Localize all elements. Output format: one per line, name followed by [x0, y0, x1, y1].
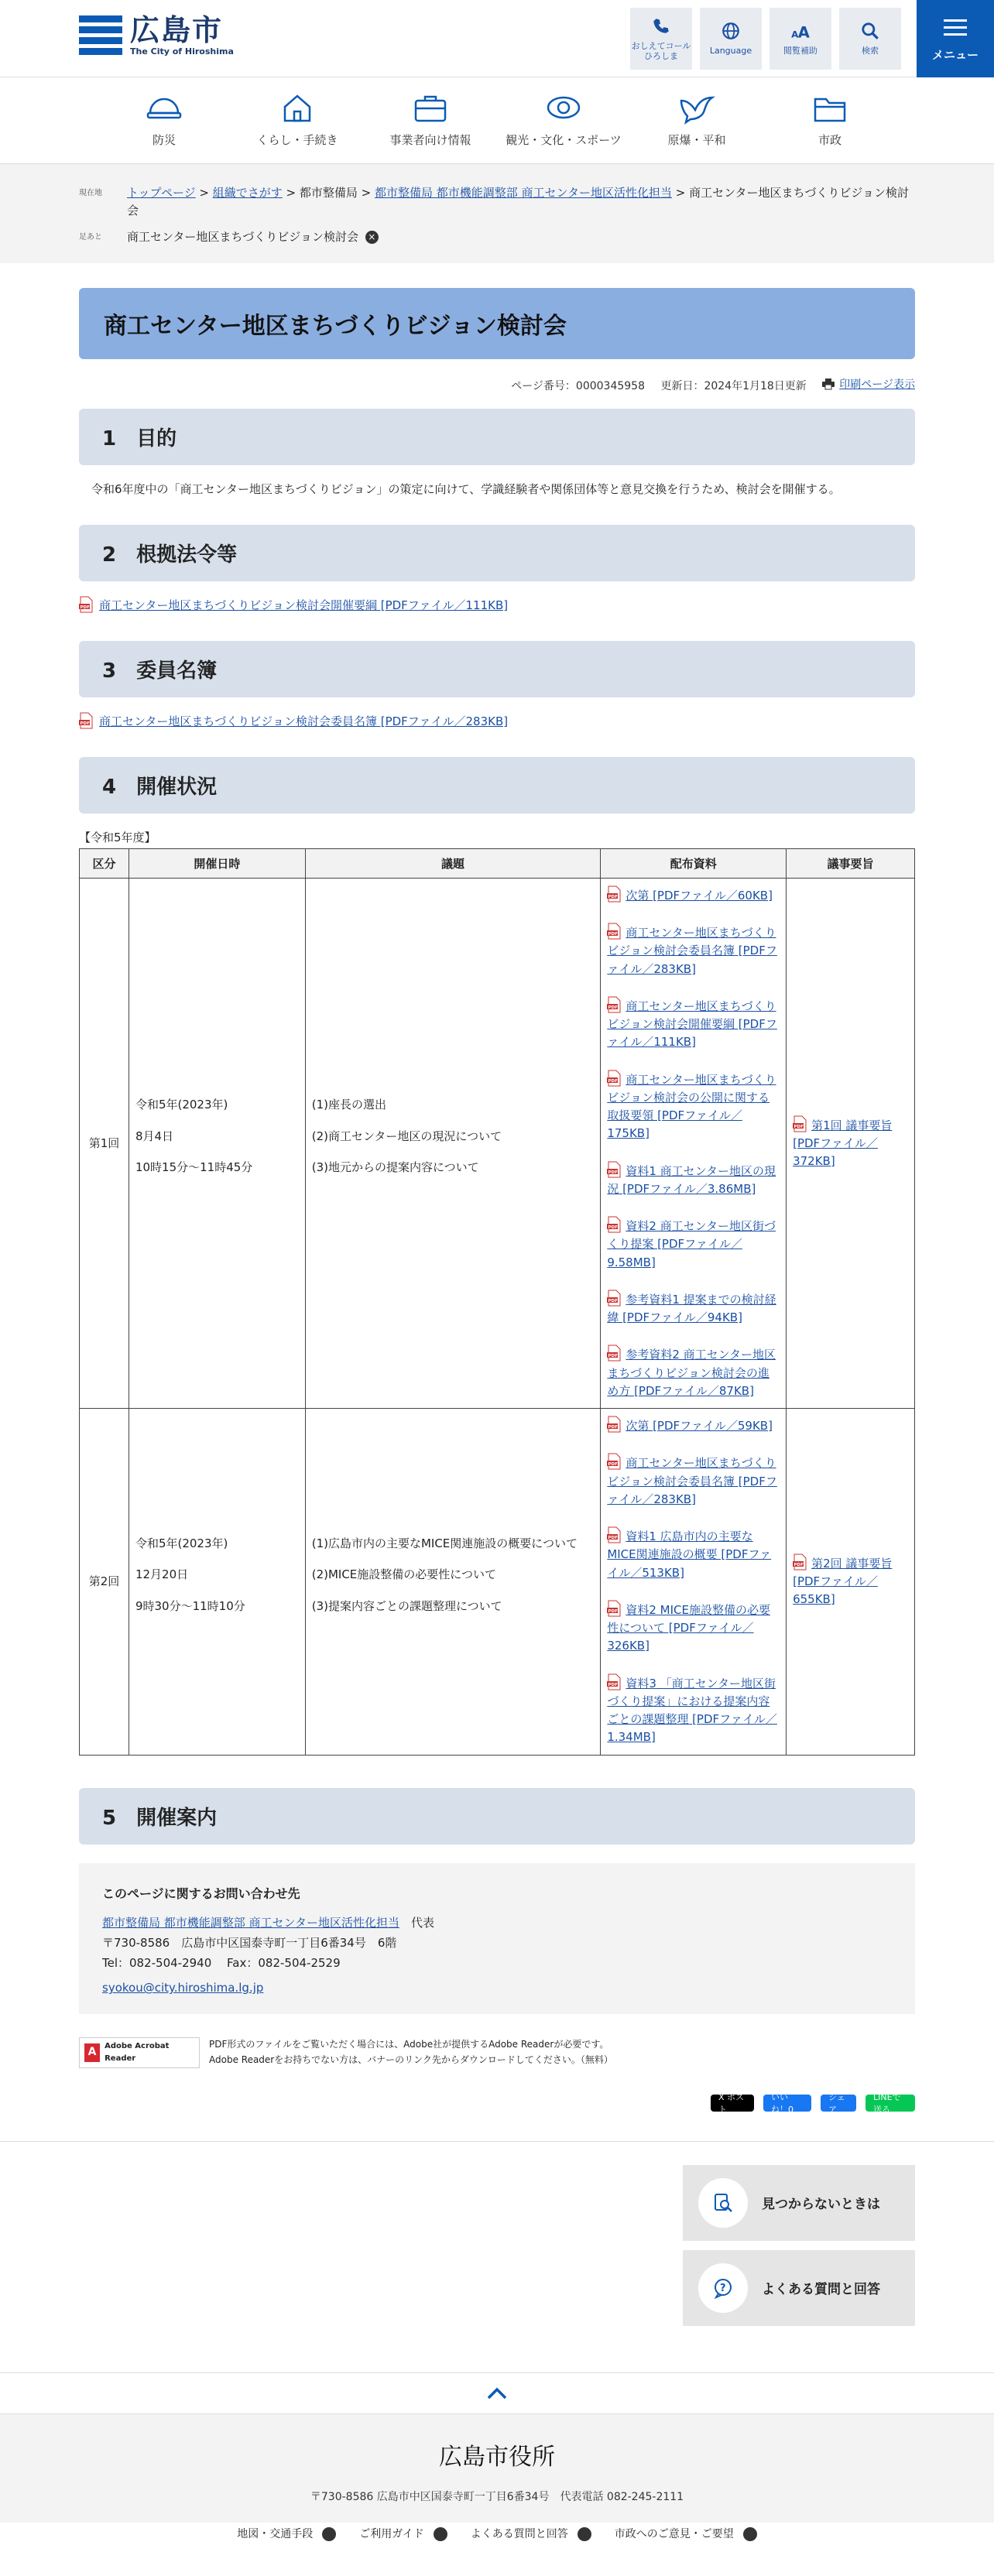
close-icon[interactable]: ×: [365, 231, 379, 244]
contact-email-link[interactable]: syokou@city.hiroshima.lg.jp: [102, 1981, 264, 1995]
doc-item[interactable]: [607, 997, 780, 1052]
gnav-item-bousai[interactable]: [98, 91, 231, 163]
minutes-link[interactable]: 第2回 議事要旨 [PDFファイル／655KB]: [793, 1556, 893, 1607]
pdf-icon: [607, 1674, 621, 1690]
doc-item[interactable]: [607, 1454, 780, 1509]
svg-text:PDF: PDF: [608, 1225, 619, 1230]
gnav-item-peace[interactable]: [630, 91, 763, 163]
updated-date: 更新日：2024年1月18日更新: [660, 379, 807, 392]
section-heading-purpose: [79, 409, 915, 465]
pdf-icon: [607, 886, 621, 902]
pdf-link-members[interactable]: [79, 713, 915, 729]
facebook-like-button[interactable]: いいね！0: [763, 2095, 811, 2112]
section-title: 開催案内: [136, 1806, 218, 1830]
footer-link-label: よくある質問と回答: [470, 2527, 568, 2540]
footer-link-label: 市政へのご意見・ご要望: [614, 2527, 734, 2540]
gnav-item-business[interactable]: [364, 91, 497, 163]
gnav-label: くらし・手続き: [256, 133, 338, 147]
pdf-icon: [607, 1290, 621, 1306]
pdf-icon: [607, 923, 621, 939]
doc-link[interactable]: 資料2 商工センター地区街づくり提案 [PDFファイル／9.58MB]: [607, 1219, 776, 1269]
pdf-icon: [793, 1554, 807, 1570]
language-button[interactable]: [700, 8, 762, 70]
logo-subtitle: The City of Hiroshima: [130, 46, 234, 57]
pdf-icon: [793, 1116, 807, 1132]
footer-title: 広島市役所: [439, 2443, 555, 2471]
svg-text:PDF: PDF: [608, 1298, 619, 1303]
svg-text:PDF: PDF: [80, 721, 90, 727]
cell-topics: [305, 878, 601, 1408]
doc-item[interactable]: [607, 1527, 780, 1582]
date-line: 令和5年(2023年): [135, 1098, 228, 1112]
gnav-item-kurashi[interactable]: [231, 91, 364, 163]
date-line: 10時15分～11時45分: [135, 1160, 253, 1175]
footer-links: [0, 2526, 994, 2541]
search-icon: [860, 21, 880, 41]
doc-item[interactable]: [607, 1070, 780, 1143]
chevron-up-icon: [487, 2387, 507, 2400]
header-tools: [630, 0, 994, 77]
svg-text:PDF: PDF: [608, 894, 619, 899]
section-heading-notice: [79, 1788, 915, 1845]
doc-item[interactable]: [607, 923, 780, 978]
topic-item: (3)地元からの提案内容について: [311, 1160, 479, 1175]
gnav-label: 事業者向け情報: [389, 133, 471, 147]
contact-address: 〒730-8586 広島市中区国泰寺町一丁目6番34号 6階: [102, 1935, 397, 1950]
crumb-top[interactable]: トップページ: [127, 186, 196, 200]
section-number: 4: [102, 775, 117, 799]
doc-link[interactable]: 商工センター地区まちづくりビジョン検討会委員名簿 [PDFファイル／283KB]: [607, 1456, 777, 1506]
pdf-icon: [607, 1162, 621, 1177]
arrow-circle-icon: [434, 2527, 447, 2541]
eye-icon: [545, 91, 582, 124]
contact-heading: このページに関するお問い合わせ先: [102, 1886, 300, 1901]
doc-item[interactable]: [607, 1601, 780, 1656]
cell-minutes: [787, 878, 915, 1408]
section-heading-legal: [79, 525, 915, 581]
pdf-icon: [607, 1070, 621, 1086]
cell-kubun: [80, 878, 129, 1408]
arrow-circle-icon: [743, 2527, 757, 2541]
svg-text:PDF: PDF: [608, 1005, 619, 1010]
adobe-line-2: Adobe Readerをお持ちでない方は、バナーのリンク先からダウンロードしてください。（無料）: [209, 2054, 613, 2065]
global-nav: [0, 77, 994, 164]
pdf-link-text[interactable]: 商工センター地区まちづくりビジョン検討会開催要綱 [PDFファイル／111KB]: [99, 598, 509, 612]
site-logo[interactable]: [79, 12, 234, 59]
svg-text:PDF: PDF: [608, 931, 619, 937]
doc-link[interactable]: 次第 [PDFファイル／60KB]: [626, 888, 773, 903]
pdf-icon: [79, 597, 93, 612]
svg-text:PDF: PDF: [608, 1535, 619, 1540]
share-buttons: [79, 2091, 915, 2141]
text-size-icon: [790, 21, 811, 41]
adobe-icon: A: [84, 2043, 100, 2062]
hamburger-icon: [944, 15, 967, 40]
call-center-label: おしえてコール ひろしま: [631, 40, 691, 61]
meeting-table: [79, 848, 915, 1756]
breadcrumb-area: [0, 164, 994, 263]
pdf-icon: [607, 1416, 621, 1432]
language-label: Language: [709, 46, 752, 57]
doc-item[interactable]: [607, 1416, 780, 1435]
date-line: 9時30分～11時10分: [135, 1598, 245, 1613]
doc-item[interactable]: [607, 1217, 780, 1272]
pdf-icon: [607, 1454, 621, 1469]
section-title: 根拠法令等: [136, 543, 238, 567]
pdf-icon: [79, 713, 93, 728]
cell-kubun: [80, 1409, 129, 1756]
gnav-item-tourism[interactable]: [497, 91, 630, 163]
cell-minutes: [787, 1409, 915, 1756]
column-header: 議題: [305, 848, 601, 878]
printer-icon: [822, 379, 835, 389]
globe-icon: [721, 21, 741, 41]
svg-text:A: A: [797, 24, 810, 43]
breadcrumb-label: 現在地: [79, 189, 102, 197]
call-center-button[interactable]: [630, 8, 692, 70]
phone-icon: [651, 16, 671, 36]
gnav-label: 観光・文化・スポーツ: [506, 133, 622, 147]
menu-label: メニュー: [931, 48, 979, 62]
topic-item: (1)広島市内の主要なMICE関連施設の概要について: [311, 1536, 578, 1550]
print-link[interactable]: [822, 376, 915, 392]
svg-text:PDF: PDF: [608, 1424, 619, 1430]
section-number: 2: [102, 543, 117, 567]
svg-text:PDF: PDF: [608, 1078, 619, 1084]
adobe-badge-text: Adobe Acrobat Reader: [105, 2041, 170, 2063]
print-link-text[interactable]: 印刷ページ表示: [839, 378, 915, 391]
svg-text:PDF: PDF: [608, 1354, 619, 1359]
section-heading-status: [79, 757, 915, 814]
section-number: 5: [102, 1806, 117, 1830]
help-links: [0, 2142, 994, 2372]
svg-text:PDF: PDF: [608, 1462, 619, 1468]
svg-text:PDF: PDF: [608, 1170, 619, 1175]
briefcase-icon: [412, 91, 449, 124]
pdf-icon: [607, 1527, 621, 1543]
date-line: 令和5年(2023年): [135, 1536, 228, 1550]
footer-link[interactable]: [471, 2526, 591, 2541]
line-share-button[interactable]: LINEで送る: [865, 2095, 915, 2112]
section-number: 3: [102, 659, 117, 683]
main-content: [0, 263, 994, 2141]
doc-item[interactable]: [607, 1674, 780, 1747]
table-row: [80, 878, 915, 1408]
table-header-row: [80, 848, 915, 878]
adobe-line-1: PDF形式のファイルをご覧いただく場合には、Adobe社が提供するAdobe Readerが必要です。: [209, 2039, 609, 2050]
contact-rep: 代表: [410, 1915, 434, 1930]
adobe-notice: [79, 2037, 915, 2068]
cell-topics: [305, 1409, 601, 1756]
not-found-label: 見つからないときは: [762, 2197, 880, 2212]
contact-dept-link[interactable]: 都市整備局 都市機能調整部 商工センター地区活性化担当: [102, 1915, 399, 1930]
minutes-link[interactable]: 第1回 議事要旨 [PDFファイル／372KB]: [793, 1118, 893, 1168]
breadcrumb: 現在地 トップページ > 組織でさがす > 都市整備局 > 都市整備局 都市機能調整部 商工センター地区活性化担当 > 商工センター地区まちづくりビジョン検討会: [79, 186, 910, 218]
folder-icon: [811, 91, 848, 124]
footprint: [79, 228, 915, 246]
footer-link[interactable]: [237, 2526, 336, 2541]
footer-link[interactable]: [359, 2526, 447, 2541]
pdf-icon: [607, 1217, 621, 1232]
arrow-circle-icon: [578, 2527, 591, 2541]
cell-docs: [601, 1409, 787, 1756]
doc-item[interactable]: [607, 1290, 780, 1327]
topic-item: (3)提案内容ごとの課題整理について: [311, 1598, 502, 1613]
section-title: 目的: [136, 426, 177, 450]
doc-item[interactable]: [607, 1162, 780, 1199]
pdf-icon: [607, 1345, 621, 1361]
crumb-org[interactable]: 組織でさがす: [212, 186, 283, 200]
page-meta: [79, 376, 915, 393]
doc-link[interactable]: 参考資料2 商工センター地区まちづくりビジョン検討会の進め方 [PDFファイル／87KB]: [607, 1348, 776, 1398]
topic-item: (2)MICE施設整備の必要性について: [311, 1567, 496, 1581]
contact-phone: Tel：082-504-2940 Fax：082-504-2529: [102, 1956, 341, 1970]
crumb-current: 商工センター地区まちづくりビジョン検討会: [127, 186, 910, 218]
footer-address: 〒730-8586 広島市中区国泰寺町一丁目6番34号 代表電話 082-245-2111: [310, 2490, 684, 2503]
doc-link[interactable]: 資料2 MICE施設整備の必要性について [PDFファイル／326KB]: [607, 1602, 770, 1653]
footer-link[interactable]: [615, 2526, 757, 2541]
helmet-icon: [146, 91, 183, 124]
column-header: 議事要旨: [787, 848, 915, 878]
kubun-text: 第1回: [88, 1136, 120, 1150]
cell-date: [129, 878, 305, 1408]
footer-link-label: 地図・交通手段: [237, 2527, 314, 2540]
crumb-section[interactable]: 都市整備局 都市機能調整部 商工センター地区活性化担当: [375, 186, 672, 200]
section-title: 開催状況: [136, 775, 218, 799]
svg-text:PDF: PDF: [608, 1608, 619, 1614]
column-header: 区分: [80, 848, 129, 878]
doc-link[interactable]: 商工センター地区まちづくりビジョン検討会委員名簿 [PDFファイル／283KB]: [607, 926, 777, 976]
pdf-icon: [607, 997, 621, 1012]
doc-link[interactable]: 次第 [PDFファイル／59KB]: [626, 1419, 773, 1433]
footer-link-label: ご利用ガイド: [359, 2527, 424, 2540]
page-top-button[interactable]: [0, 2372, 994, 2414]
footprint-label: 足あと: [79, 232, 102, 242]
facebook-share-button[interactable]: シェア: [821, 2095, 856, 2112]
search-button[interactable]: [839, 8, 901, 70]
search-doc-icon: [698, 2178, 748, 2228]
purpose-text: 令和6年度中の「商工センター地区まちづくりビジョン」の策定に向けて、学識経験者や関係団体等と意見交換を行うため、検討会を開催する。: [91, 481, 841, 496]
faq-button[interactable]: [683, 2250, 915, 2326]
doc-link[interactable]: 参考資料1 提案までの検討経緯 [PDFファイル／94KB]: [607, 1292, 776, 1324]
section-number: 1: [102, 426, 117, 450]
doc-link[interactable]: 商工センター地区まちづくりビジョン検討会の公開に関する取扱要領 [PDFファイル／175KB]: [607, 1072, 776, 1141]
accessibility-label: 閲覧補助: [783, 46, 817, 57]
arrow-circle-icon: [322, 2527, 336, 2541]
gnav-label: 原爆・平和: [667, 133, 726, 147]
svg-text:PDF: PDF: [608, 1682, 619, 1687]
doc-item[interactable]: [607, 1345, 780, 1400]
accessibility-button[interactable]: [769, 8, 831, 70]
gnav-label: 防災: [152, 133, 176, 147]
svg-text:?: ?: [720, 2282, 726, 2294]
date-line: 8月4日: [135, 1129, 174, 1143]
table-row: [80, 1409, 915, 1756]
doc-link[interactable]: 資料3 「商工センター地区街づくり提案」における提案内容ごとの課題整理 [PDFファイル／1.34MB]: [607, 1676, 777, 1745]
cell-date: [129, 1409, 305, 1756]
menu-button[interactable]: [917, 0, 994, 77]
doc-link[interactable]: 資料1 商工センター地区の現況 [PDFファイル／3.86MB]: [607, 1163, 776, 1196]
column-header: 配布資料: [601, 848, 787, 878]
fiscal-year-label: 【令和5年度】: [79, 830, 156, 844]
site-footer: [0, 2414, 994, 2540]
minutes-item[interactable]: [793, 1554, 908, 1609]
crumb-bureau: 都市整備局: [299, 186, 358, 200]
doc-item[interactable]: [607, 886, 780, 905]
cell-docs: [601, 878, 787, 1408]
date-line: 12月20日: [135, 1567, 189, 1581]
page-number: ページ番号：0000345958: [511, 379, 645, 392]
x-post-button[interactable]: X ポスト: [711, 2095, 754, 2112]
logo-title: 広島市: [130, 12, 224, 47]
faq-label: よくある質問と回答: [762, 2282, 880, 2297]
section-heading-members: [79, 641, 915, 697]
page-title: 商工センター地区まちづくりビジョン検討会: [79, 288, 915, 359]
question-bubble-icon: [698, 2263, 748, 2313]
svg-text:PDF: PDF: [793, 1562, 804, 1567]
doc-link[interactable]: 商工センター地区まちづくりビジョン検討会開催要綱 [PDFファイル／111KB]: [607, 999, 777, 1050]
topic-item: (1)座長の選出: [311, 1098, 386, 1112]
city-emblem-icon: [79, 12, 122, 59]
dove-icon: [678, 91, 715, 124]
adobe-reader-banner[interactable]: [79, 2037, 200, 2068]
not-found-button[interactable]: [683, 2165, 915, 2241]
doc-link[interactable]: 資料1 広島市内の主要なMICE関連施設の概要 [PDFファイル／513KB]: [607, 1530, 772, 1580]
search-label: 検索: [862, 46, 879, 57]
svg-text:PDF: PDF: [793, 1124, 804, 1129]
kubun-text: 第2回: [88, 1574, 120, 1588]
svg-text:A: A: [791, 29, 799, 41]
svg-text:PDF: PDF: [80, 605, 90, 611]
contact-box: [79, 1863, 915, 2014]
pdf-link-guidelines[interactable]: [79, 597, 915, 613]
site-header: [0, 0, 994, 77]
topic-item: (2)商工センター地区の現況について: [311, 1129, 502, 1143]
gnav-label: 市政: [817, 133, 841, 147]
section-title: 委員名簿: [136, 659, 218, 683]
pdf-link-text[interactable]: 商工センター地区まちづくりビジョン検討会委員名簿 [PDFファイル／283KB]: [99, 714, 509, 728]
footprint-item[interactable]: 商工センター地区まちづくりビジョン検討会: [127, 229, 358, 244]
column-header: 開催日時: [129, 848, 305, 878]
gnav-item-shisei[interactable]: [763, 91, 896, 163]
pdf-icon: [607, 1601, 621, 1616]
house-icon: [279, 91, 316, 124]
minutes-item[interactable]: [793, 1116, 908, 1171]
